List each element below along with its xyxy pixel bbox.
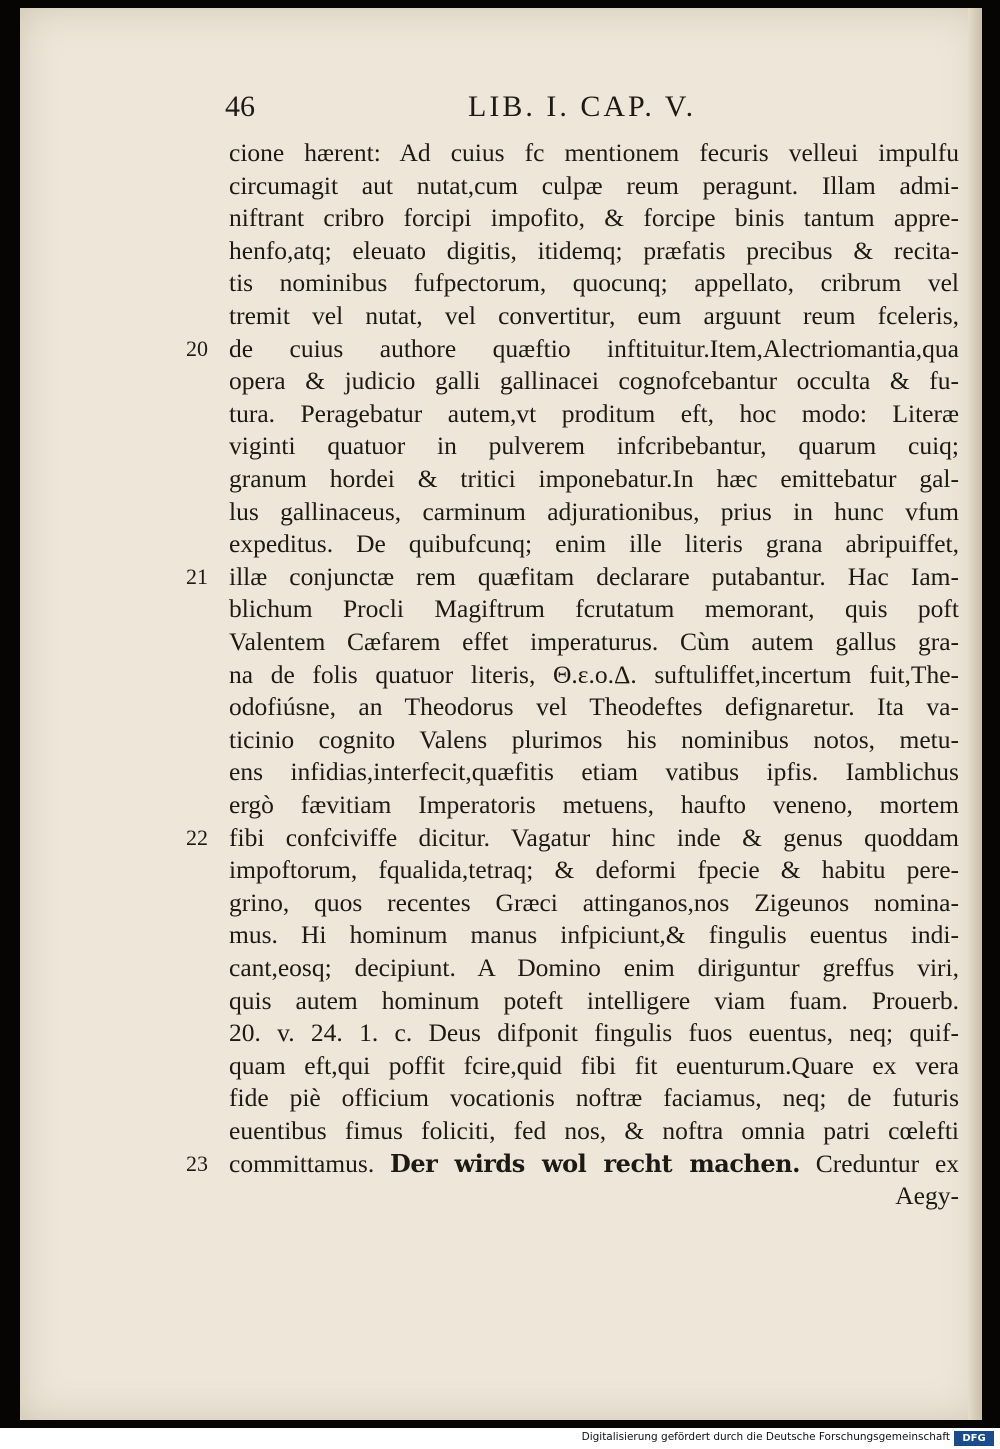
- line-text: impoftorum, fqualida,tetraq; & deformi fpecie & habitu pere-: [229, 855, 959, 885]
- line-text: quis autem hominum poteft intelligere viam fuam. Prouerb.: [229, 985, 959, 1015]
- text-line: [20, 690, 982, 723]
- text-line: [20, 299, 982, 332]
- line-text: henfo,atq; eleuato digitis, itidemq; præfatis precibus & recita-: [229, 235, 959, 265]
- line-text: ticinio cognito Valens plurimos his nominibus notos, metu-: [229, 724, 959, 754]
- text-line: [20, 136, 982, 169]
- text-line: [20, 1114, 982, 1147]
- text-line: [20, 951, 982, 984]
- text-line: [20, 560, 982, 593]
- line-text-start: committamus.: [229, 1148, 375, 1178]
- line-text: ergò fævitiam Imperatoris metuens, haufto veneno, mortem: [229, 790, 959, 819]
- line-text: tura. Peragebatur autem,vt proditum eft, hoc modo: Literæ: [229, 398, 959, 428]
- text-line: [20, 821, 982, 854]
- line-text-end: Creduntur ex: [815, 1148, 960, 1178]
- line-text: cione hærent: Ad cuius fc mentionem fecuris velleui impulfu: [229, 138, 959, 167]
- text-line: [20, 592, 982, 625]
- text-line: [20, 266, 982, 299]
- line-text-mixed: [229, 1147, 959, 1180]
- german-blackletter-phrase: Der wirds wol recht machen.: [390, 1148, 800, 1178]
- line-text: lus gallinaceus, carminum adjurationibus, prius in hunc vfum: [229, 496, 959, 526]
- line-text: mus. Hi hominum manus infpiciunt,& fingulis euentus indi-: [229, 920, 959, 950]
- page-header: [20, 86, 982, 136]
- footer-bar: [0, 1428, 1000, 1449]
- text-line: [20, 755, 982, 788]
- line-text: niftrant cribro forcipi impofito, & forcipe binis tantum appre-: [229, 203, 959, 233]
- text-line: [20, 364, 982, 397]
- text-line: [20, 1147, 982, 1180]
- line-text: circumagit aut nutat,cum culpæ reum peragunt. Illam admi-: [229, 170, 959, 200]
- line-text: fibi confciviffe dicitur. Vagatur hinc inde & genus quoddam: [229, 822, 959, 852]
- line-text: fide piè officium vocationis noftræ faciamus, neq; de futuris: [229, 1083, 959, 1113]
- text-line: [20, 984, 982, 1017]
- line-text: 20. v. 24. 1. c. Deus difponit fingulis fuos euentus, neq; quif-: [229, 1018, 959, 1048]
- line-text: cant,eosq; decipiunt. A Domino enim diriguntur greffus viri,: [229, 953, 959, 982]
- text-line: [20, 658, 982, 691]
- line-text: na de folis quatuor literis, Θ.ε.ο.Δ. suftuliffet,incertum fuit,The-: [229, 659, 959, 689]
- line-text: Valentem Cæfarem effet imperaturus. Cùm autem gallus gra-: [229, 627, 959, 656]
- text-line: [20, 1179, 982, 1212]
- page-number: 46: [225, 90, 255, 123]
- text-line: [20, 462, 982, 495]
- text-line: [20, 234, 982, 267]
- text-line: [20, 332, 982, 365]
- text-line: [20, 918, 982, 951]
- line-text: blichum Procli Magiftrum fcrutatum memorant, quis poft: [229, 594, 959, 624]
- text-line: [20, 495, 982, 528]
- text-line: [20, 1081, 982, 1114]
- footer-credit: Digitalisierung gefördert durch die Deutsche Forschungsgemeinschaft: [581, 1431, 950, 1443]
- line-text: odofiúsne, an Theodorus vel Theodeftes defignaretur. Ita va-: [229, 692, 959, 722]
- line-text: grino, quos recentes Græci attinganos,nos Zigeunos nomina-: [229, 887, 959, 917]
- text-line: [20, 723, 982, 756]
- line-text: opera & judicio galli gallinacei cognofcebantur occulta & fu-: [229, 366, 959, 396]
- line-text: viginti quatuor in pulverem infcribebantur, quarum cuiq;: [229, 431, 959, 461]
- margin-verse-number: 21: [186, 563, 208, 589]
- text-line: [20, 429, 982, 462]
- line-text: euentibus fimus foliciti, fed nos, & noftra omnia patri cœlefti: [229, 1116, 959, 1145]
- running-title: LIB. I. CAP. V.: [468, 90, 697, 123]
- dfg-logo: DFG: [954, 1431, 994, 1446]
- line-text: de cuius authore quæftio inftituitur.Item,Alectriomantia,qua: [229, 333, 959, 363]
- text-line: [20, 853, 982, 886]
- text-line: [20, 169, 982, 202]
- line-text: tremit vel nutat, vel convertitur, eum arguunt reum fceleris,: [229, 301, 959, 330]
- text-line: [20, 886, 982, 919]
- line-text: ens infidias,interfecit,quæfitis etiam vatibus ipfis. Iamblichus: [229, 757, 959, 787]
- text-line: [20, 625, 982, 658]
- line-text: Aegy-: [895, 1181, 959, 1211]
- line-text: illæ conjunctæ rem quæfitam declarare putabantur. Hac Iam-: [229, 561, 959, 591]
- text-line: [20, 1049, 982, 1082]
- line-text: expeditus. De quibufcunq; enim ille literis grana abripuiffet,: [229, 529, 959, 559]
- text-line: [20, 201, 982, 234]
- text-line: [20, 397, 982, 430]
- text-line: [20, 527, 982, 560]
- margin-verse-number: 23: [186, 1150, 208, 1176]
- text-line: [20, 788, 982, 821]
- line-text: quam eft,qui poffit fcire,quid fibi fit euenturum.Quare ex vera: [229, 1050, 959, 1080]
- line-text: granum hordei & tritici imponebatur.In hæc emittebatur gal-: [229, 464, 959, 493]
- text-line: [20, 1016, 982, 1049]
- book-page: [20, 8, 982, 1420]
- margin-verse-number: 22: [186, 824, 208, 850]
- line-text: tis nominibus fufpectorum, quocunq; appellato, cribrum vel: [229, 268, 959, 298]
- margin-verse-number: 20: [186, 335, 208, 361]
